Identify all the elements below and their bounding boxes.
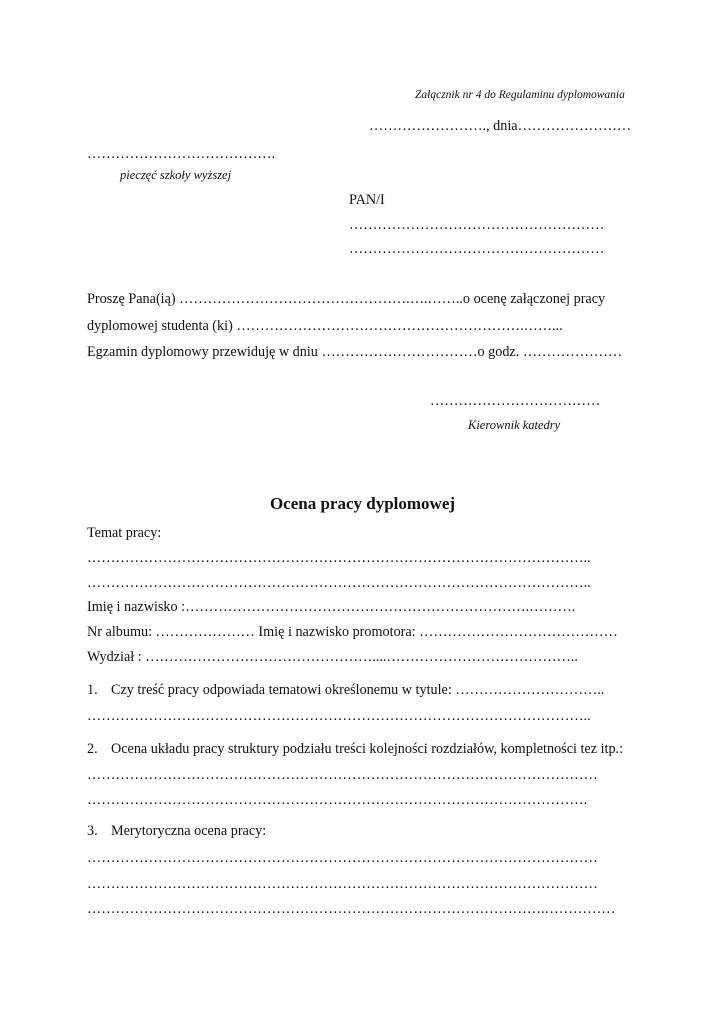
question-3-line-1: ……………………………………………………………………………………………… — [87, 850, 598, 866]
student-name-line: Imię i nazwisko :……………………………………………………………….………. — [87, 599, 576, 615]
question-number: 2. — [87, 741, 98, 757]
topic-line-2: …………………………………………………………………………………………….. — [87, 575, 591, 591]
question-3-line-3: …………………………………………………………………………………….…………… — [87, 901, 616, 917]
request-line-3: Egzamin dyplomowy przewiduję w dniu ……………………………o godz. ………………… — [87, 344, 623, 360]
annex-note: Załącznik nr 4 do Regulaminu dyplomowania — [415, 89, 625, 101]
signature-label: Kierownik katedry — [468, 418, 561, 432]
question-text: Merytoryczna ocena pracy: — [111, 823, 267, 839]
signature-line: ……………………………… — [430, 393, 601, 409]
question-1 — [87, 681, 604, 699]
topic-label: Temat pracy: — [87, 525, 162, 541]
addressee-line-2: ……………………………………………… — [349, 241, 605, 257]
faculty-line: Wydział : …………………………………………....………………………………….. — [87, 649, 578, 665]
request-line-2: dyplomowej studenta (ki) …………………………………………………….……... — [87, 318, 563, 334]
question-text: Ocena układu pracy struktury podziału treści kolejności rozdziałów, kompletności tez itp.: — [111, 741, 624, 757]
question-1-line-1: …………………………………………………………………………………………….. — [87, 708, 591, 724]
question-3-line-2: ……………………………………………………………………………………………… — [87, 876, 598, 892]
question-3 — [87, 822, 266, 840]
place-date-line: ……………………., dnia…………………… — [369, 118, 632, 134]
addressee-line-1: ……………………………………………… — [349, 217, 605, 233]
album-promoter-line: Nr albumu: ………………… Imię i nazwisko promotora: …………………………………… — [87, 624, 618, 640]
question-text: Czy treść pracy odpowiada tematowi określonemu w tytule: ………………………….. — [111, 682, 605, 698]
question-number: 1. — [87, 682, 98, 698]
evaluation-title: Ocena pracy dyplomowej — [269, 494, 456, 513]
stamp-line: …………………………………. — [87, 146, 275, 162]
request-line-1: Proszę Pana(ią) ………………………………………….….……..o ocenę załączonej pracy — [87, 291, 606, 307]
question-2 — [87, 740, 623, 758]
question-2-line-1: ……………………………………………………………………………………………… — [87, 767, 598, 783]
topic-line-1: …………………………………………………………………………………………….. — [87, 550, 591, 566]
addressee-label: PAN/I — [349, 192, 385, 208]
stamp-label: pieczęć szkoły wyższej — [120, 168, 232, 182]
question-2-line-2: ……………………………………………………………………………………………. — [87, 792, 588, 808]
question-number: 3. — [87, 823, 98, 839]
